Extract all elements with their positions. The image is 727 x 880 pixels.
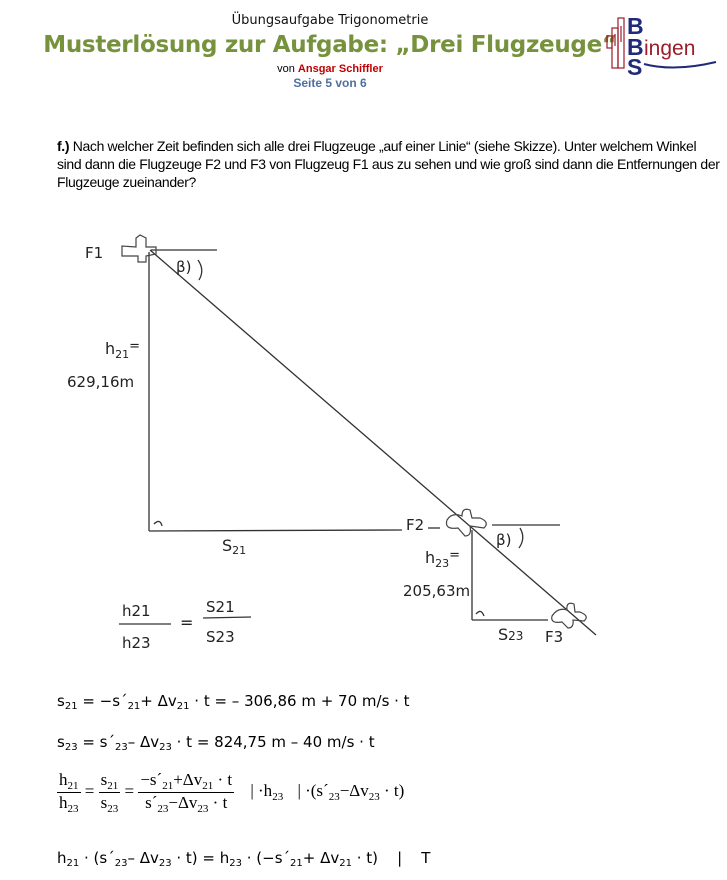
bbs-bingen-logo [604, 12, 719, 76]
h21-value: 629,16m [67, 373, 135, 391]
logo-swoosh [644, 62, 716, 68]
logo-letter-s: S [627, 54, 643, 76]
document-subtitle: Übungsaufgabe Trigonometrie [231, 13, 429, 28]
document-title: Musterlösung zur Aufgabe: „Drei Flugzeuge“ [43, 32, 617, 58]
plane-icon-f3 [552, 603, 587, 628]
h23-value: 205,63m [403, 582, 471, 600]
triangle-sketch [0, 210, 727, 670]
s23-symbol: S23 [498, 625, 524, 644]
ratio-s23: S23 [206, 628, 235, 646]
fraction-velocity: $\frac{-s´_{21}+\Delta v_{21} \cdot t}{s´_{23}-\Delta v_{23} \cdot t}$ [140, 770, 233, 815]
building-icon [607, 18, 624, 68]
beta-arc-top [198, 260, 202, 280]
ratio-h23: h23 [122, 634, 151, 652]
fraction-h: $\frac{h_{21}}{h_{23}}$ [59, 770, 79, 815]
task-question: Nach welcher Zeit befinden sich alle drei Flugzeuge „auf einer Linie“ (siehe Skizze). Unter welchem Winkel sind dann die Flugzeuge F2 und F3 von Flugzeug F1 aus zu sehen und wie groß sind dann die Entfernungen der Flugzeuge zueinander? [57, 138, 720, 190]
author-name: Ansgar Schiffler [297, 63, 383, 75]
plane-icon-f1 [122, 235, 156, 262]
label-f1: F1 [85, 244, 104, 262]
label-f2: F2 [406, 516, 425, 534]
s21-baseline [149, 530, 402, 531]
right-angle-mark-2 [476, 611, 484, 616]
task-text [57, 137, 722, 191]
sight-line [150, 250, 596, 635]
fraction-s: $\frac{s_{21}}{s_{23}}$ [100, 770, 119, 815]
author-line [0, 63, 660, 75]
equation-product: $h_{21}$ · ($s´_{23}-$ $\Delta v_{23} \cdot t) = h_{23}$ · $(-s´_{21}+ \Delta v_{21} \cdot t)$ | T [57, 849, 431, 869]
beta-arc-bottom [519, 528, 523, 548]
equation-s23: $s_{23}$ = $s´_{23}-$ $\Delta v_{23} \cdot t = 824,75$ m – 40 m/s · t [57, 733, 375, 753]
logo-letter-b2: B [627, 34, 644, 60]
h21-symbol: $h_{21}^=$ [105, 339, 141, 361]
label-f3: F3 [545, 628, 564, 646]
equation-s21: $s_{21}$ = $-s´_{21}+ \Delta v_{21} \cdot t$ = – 306,86 m + 70 m/s · t [57, 692, 410, 712]
h23-symbol: $h_{23}^=$ [425, 548, 461, 570]
beta-label-bottom: β) [496, 531, 512, 549]
author-prefix: von [277, 63, 295, 75]
task-label: f.) [57, 138, 70, 154]
beta-label-top: β) [176, 258, 192, 276]
right-angle-mark-1 [154, 521, 162, 526]
ratio-h21: h21 [122, 602, 151, 620]
operation-1: | $\cdot h_{23}$ [250, 781, 284, 804]
ratio-s21: S21 [206, 598, 235, 616]
ratio-equals: = [180, 613, 194, 632]
operation-2: | $\cdot(s´_{23}-\Delta v_{23} \cdot t)$ [297, 781, 405, 804]
s21-symbol: S21 [222, 536, 247, 557]
logo-letter-b1: B [627, 13, 644, 39]
logo-word-ingen: ingen [644, 37, 696, 60]
ratio-fraction [119, 598, 251, 652]
equation-ratio: $\frac{h_{21}}{h_{23}}$ = $\frac{s_{21}}{s_{23}}$ = $\frac{-s´_{21}+\Delta v_{21} \cdot t}{s´_{23}-\Delta v_{23} \cdot t}$ | $\cdot h_{23}$ | $\cdot(s´_{23}-\Delta v_{23} \cdot t)$ [59, 770, 405, 815]
page-indicator: Seite 5 von 6 [293, 76, 367, 90]
